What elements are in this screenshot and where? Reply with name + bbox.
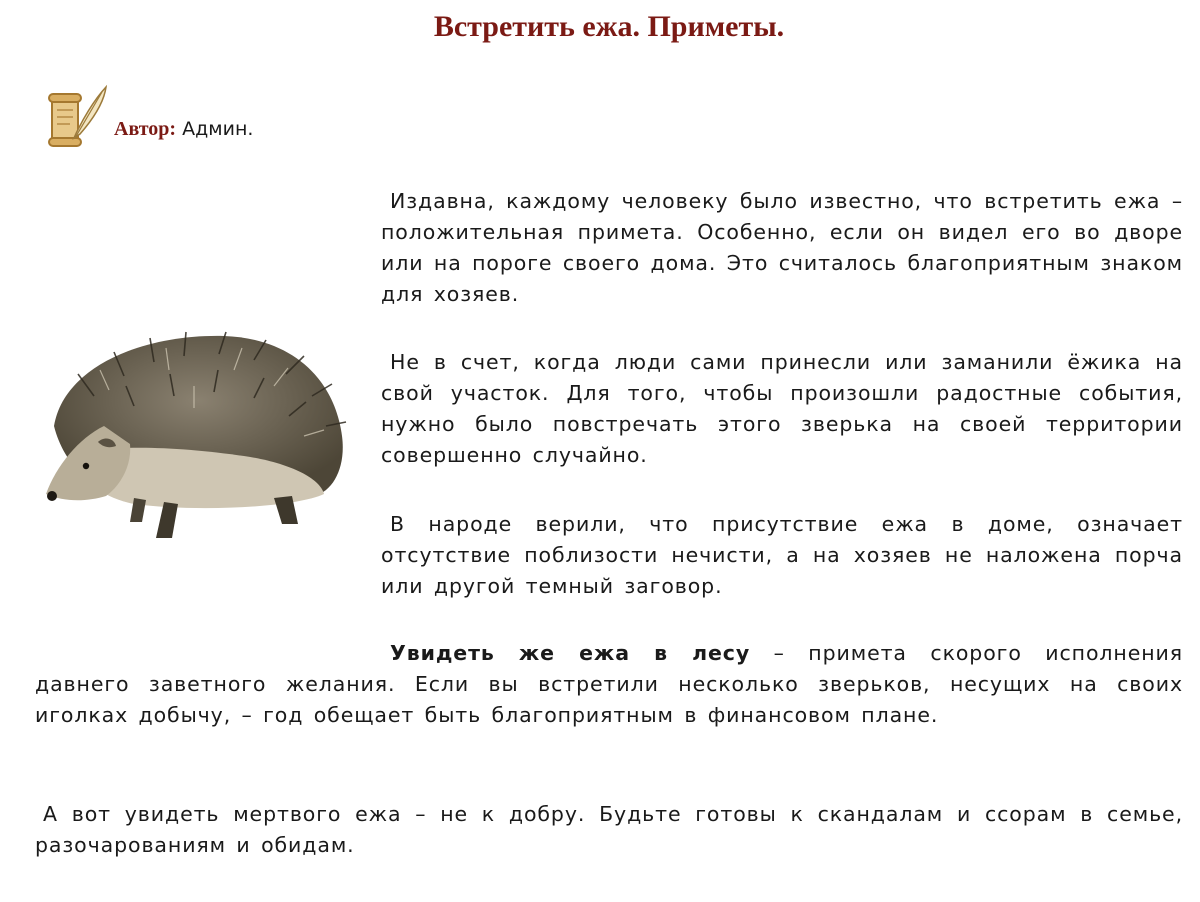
paragraph-1 <box>381 186 1183 310</box>
hedgehog-image <box>34 326 354 548</box>
paragraph-1-text: Издавна, каждому человеку было известно, что встретить ежа – положительная примета. Особенно, если он видел его во дворе или на пороге своего дома. Это считалось благоприятным знаком для хозяев. <box>381 189 1183 306</box>
author-label: Автор: <box>114 118 177 140</box>
page-title: Встретить ежа. Приметы. <box>433 10 785 43</box>
scroll-quill-icon <box>44 84 112 150</box>
paragraph-4-highlight: Увидеть же ежа в лесу <box>390 641 751 665</box>
paragraph-5-text: А вот увидеть мертвого ежа – не к добру. Будьте готовы к скандалам и ссорам в семье, разочарованиям и обидам. <box>35 802 1183 857</box>
author-name: Админ. <box>182 118 254 140</box>
paragraph-5 <box>35 799 1183 861</box>
paragraph-3-text: В народе верили, что присутствие ежа в доме, означает отсутствие поблизости нечисти, а на хозяев не наложена порча или другой темный заговор. <box>381 512 1183 598</box>
paragraph-2-text: Не в счет, когда люди сами принесли или заманили ёжика на свой участок. Для того, чтобы произошли радостные события, нужно было повстречать этого зверька на своей территории совершенно случайно. <box>381 350 1183 467</box>
paragraph-2 <box>381 347 1183 471</box>
paragraph-4-text: – примета скорого исполнения давнего заветного желания. Если вы встретили несколько зверьков, несущих на своих иголках добычу, – год обещает быть благоприятным в финансовом плане. <box>35 641 1183 727</box>
paragraph-4 <box>35 638 1183 731</box>
paragraph-3 <box>381 509 1183 602</box>
author-line <box>114 118 253 141</box>
